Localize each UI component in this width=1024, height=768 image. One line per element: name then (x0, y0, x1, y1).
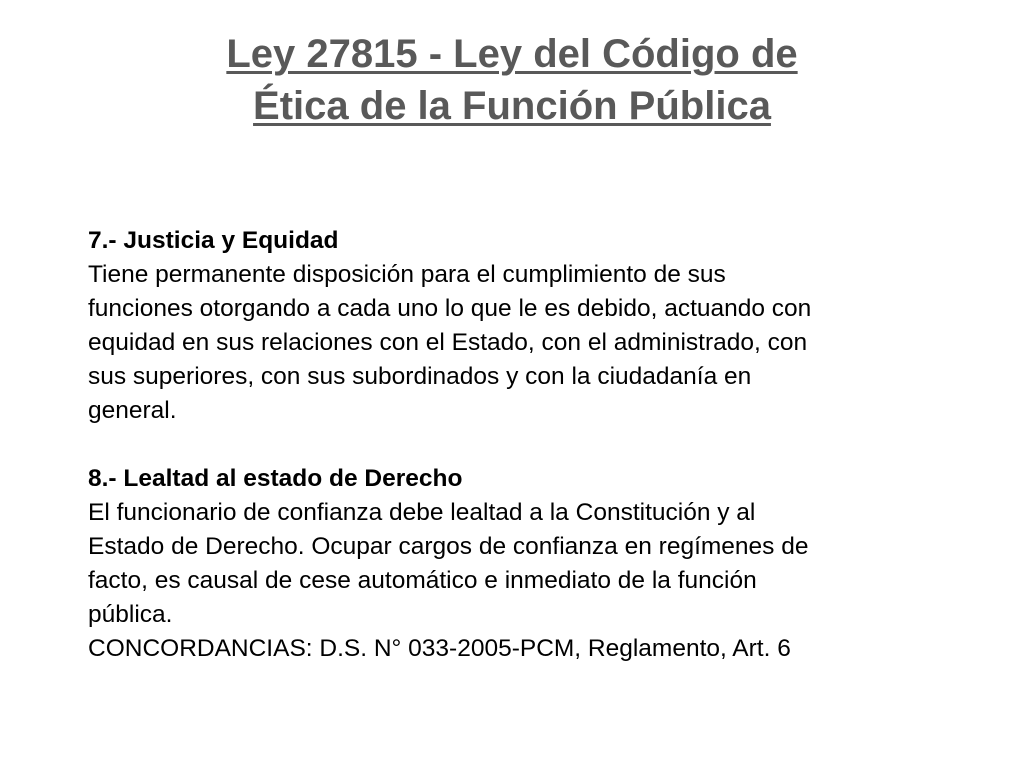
section-heading: 8.- Lealtad al estado de Derecho (88, 465, 463, 492)
section-body-line: equidad en sus relaciones con el Estado, con el administrado, con (88, 329, 808, 356)
section-body-line: El funcionario de confianza debe lealtad a la Constitución y al (88, 499, 756, 526)
slide-content (88, 224, 968, 666)
section-lealtad-estado-derecho (88, 462, 968, 666)
section-body-line: pública. (88, 601, 173, 628)
section-body-line: facto, es causal de cese automático e inmediato de la función (88, 567, 757, 594)
section-body-line: Tiene permanente disposición para el cumplimiento de sus (88, 261, 726, 288)
section-body-line: funciones otorgando a cada uno lo que le es debido, actuando con (88, 295, 812, 322)
section-body-line: sus superiores, con sus subordinados y con la ciudadanía en (88, 363, 752, 390)
section-heading: 7.- Justicia y Equidad (88, 227, 339, 254)
section-body-line: general. (88, 397, 177, 424)
slide-title (0, 28, 1024, 132)
slide-title-line-1: Ley 27815 - Ley del Código de (226, 32, 798, 76)
section-justicia-equidad (88, 224, 968, 428)
slide-title-line-2: Ética de la Función Pública (253, 84, 771, 128)
concordancias-line: CONCORDANCIAS: D.S. N° 033-2005-PCM, Reglamento, Art. 6 (88, 635, 791, 662)
section-body-line: Estado de Derecho. Ocupar cargos de confianza en regímenes de (88, 533, 809, 560)
section-spacer (88, 428, 968, 462)
